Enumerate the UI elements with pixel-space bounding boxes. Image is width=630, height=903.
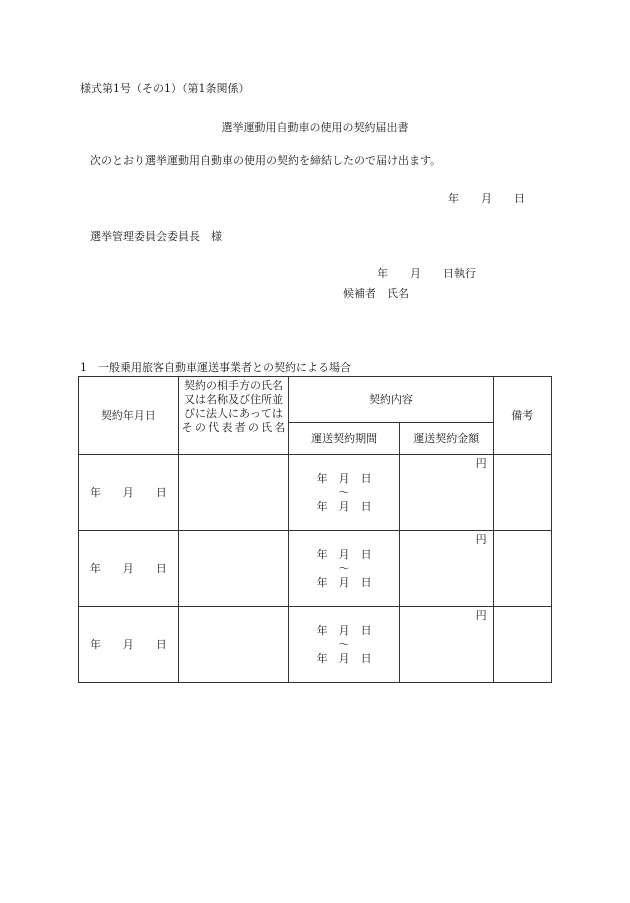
period-from: 年 月 日 — [316, 471, 372, 485]
remarks-cell[interactable] — [493, 455, 551, 531]
table-row — [79, 455, 552, 531]
intro-text: 次のとおり選挙運動用自動車の使用の契約を締結したので届け出ます。 — [90, 154, 442, 167]
period-from: 年 月 日 — [316, 623, 372, 637]
period-tilde: ～ — [338, 637, 350, 651]
counterparty-cell[interactable] — [178, 607, 289, 683]
amount-cell[interactable] — [400, 455, 494, 531]
election-date: 年 月 日執行 — [377, 267, 476, 280]
contract-table — [78, 376, 552, 683]
document-title: 選挙運動用自動車の使用の契約届出書 — [221, 121, 409, 134]
period-cell[interactable] — [289, 607, 400, 683]
counterparty-cell[interactable] — [178, 531, 289, 607]
remarks-cell[interactable] — [493, 531, 551, 607]
table-row — [79, 531, 552, 607]
period-from: 年 月 日 — [316, 547, 372, 561]
period-to: 年 月 日 — [316, 651, 372, 665]
candidate-name-label: 候補者 氏名 — [343, 287, 409, 300]
yen-unit: 円 — [475, 533, 487, 546]
contract-date-cell[interactable]: 年 月 日 — [79, 607, 179, 683]
header-transport-amount: 運送契約金額 — [400, 423, 494, 455]
period-cell[interactable] — [289, 531, 400, 607]
header-transport-period: 運送契約期間 — [289, 423, 400, 455]
period-cell[interactable] — [289, 455, 400, 531]
header-remarks: 備考 — [493, 377, 551, 455]
contract-date-cell[interactable]: 年 月 日 — [79, 455, 179, 531]
period-tilde: ～ — [338, 561, 350, 575]
amount-cell[interactable] — [400, 531, 494, 607]
period-to: 年 月 日 — [316, 499, 372, 513]
period-tilde: ～ — [338, 485, 350, 499]
yen-unit: 円 — [475, 457, 487, 470]
amount-cell[interactable] — [400, 607, 494, 683]
header-contract-date: 契約年月日 — [79, 377, 179, 455]
remarks-cell[interactable] — [493, 607, 551, 683]
yen-unit: 円 — [475, 609, 487, 622]
addressee: 選挙管理委員会委員長 様 — [90, 230, 222, 243]
header-contract-content: 契約内容 — [289, 377, 493, 423]
period-to: 年 月 日 — [316, 575, 372, 589]
counterparty-cell[interactable] — [178, 455, 289, 531]
submit-date: 年 月 日 — [448, 192, 525, 205]
header-counterparty: 契約の相手方の氏名又は名称及び住所並びに法人にあってはその代表者の氏名 — [178, 377, 289, 455]
form-number: 様式第1号（その1）（第1条関係） — [80, 82, 250, 95]
contract-date-cell[interactable]: 年 月 日 — [79, 531, 179, 607]
section-title: 1 一般乗用旅客自動車運送事業者との契約による場合 — [80, 361, 351, 374]
table-row — [79, 607, 552, 683]
